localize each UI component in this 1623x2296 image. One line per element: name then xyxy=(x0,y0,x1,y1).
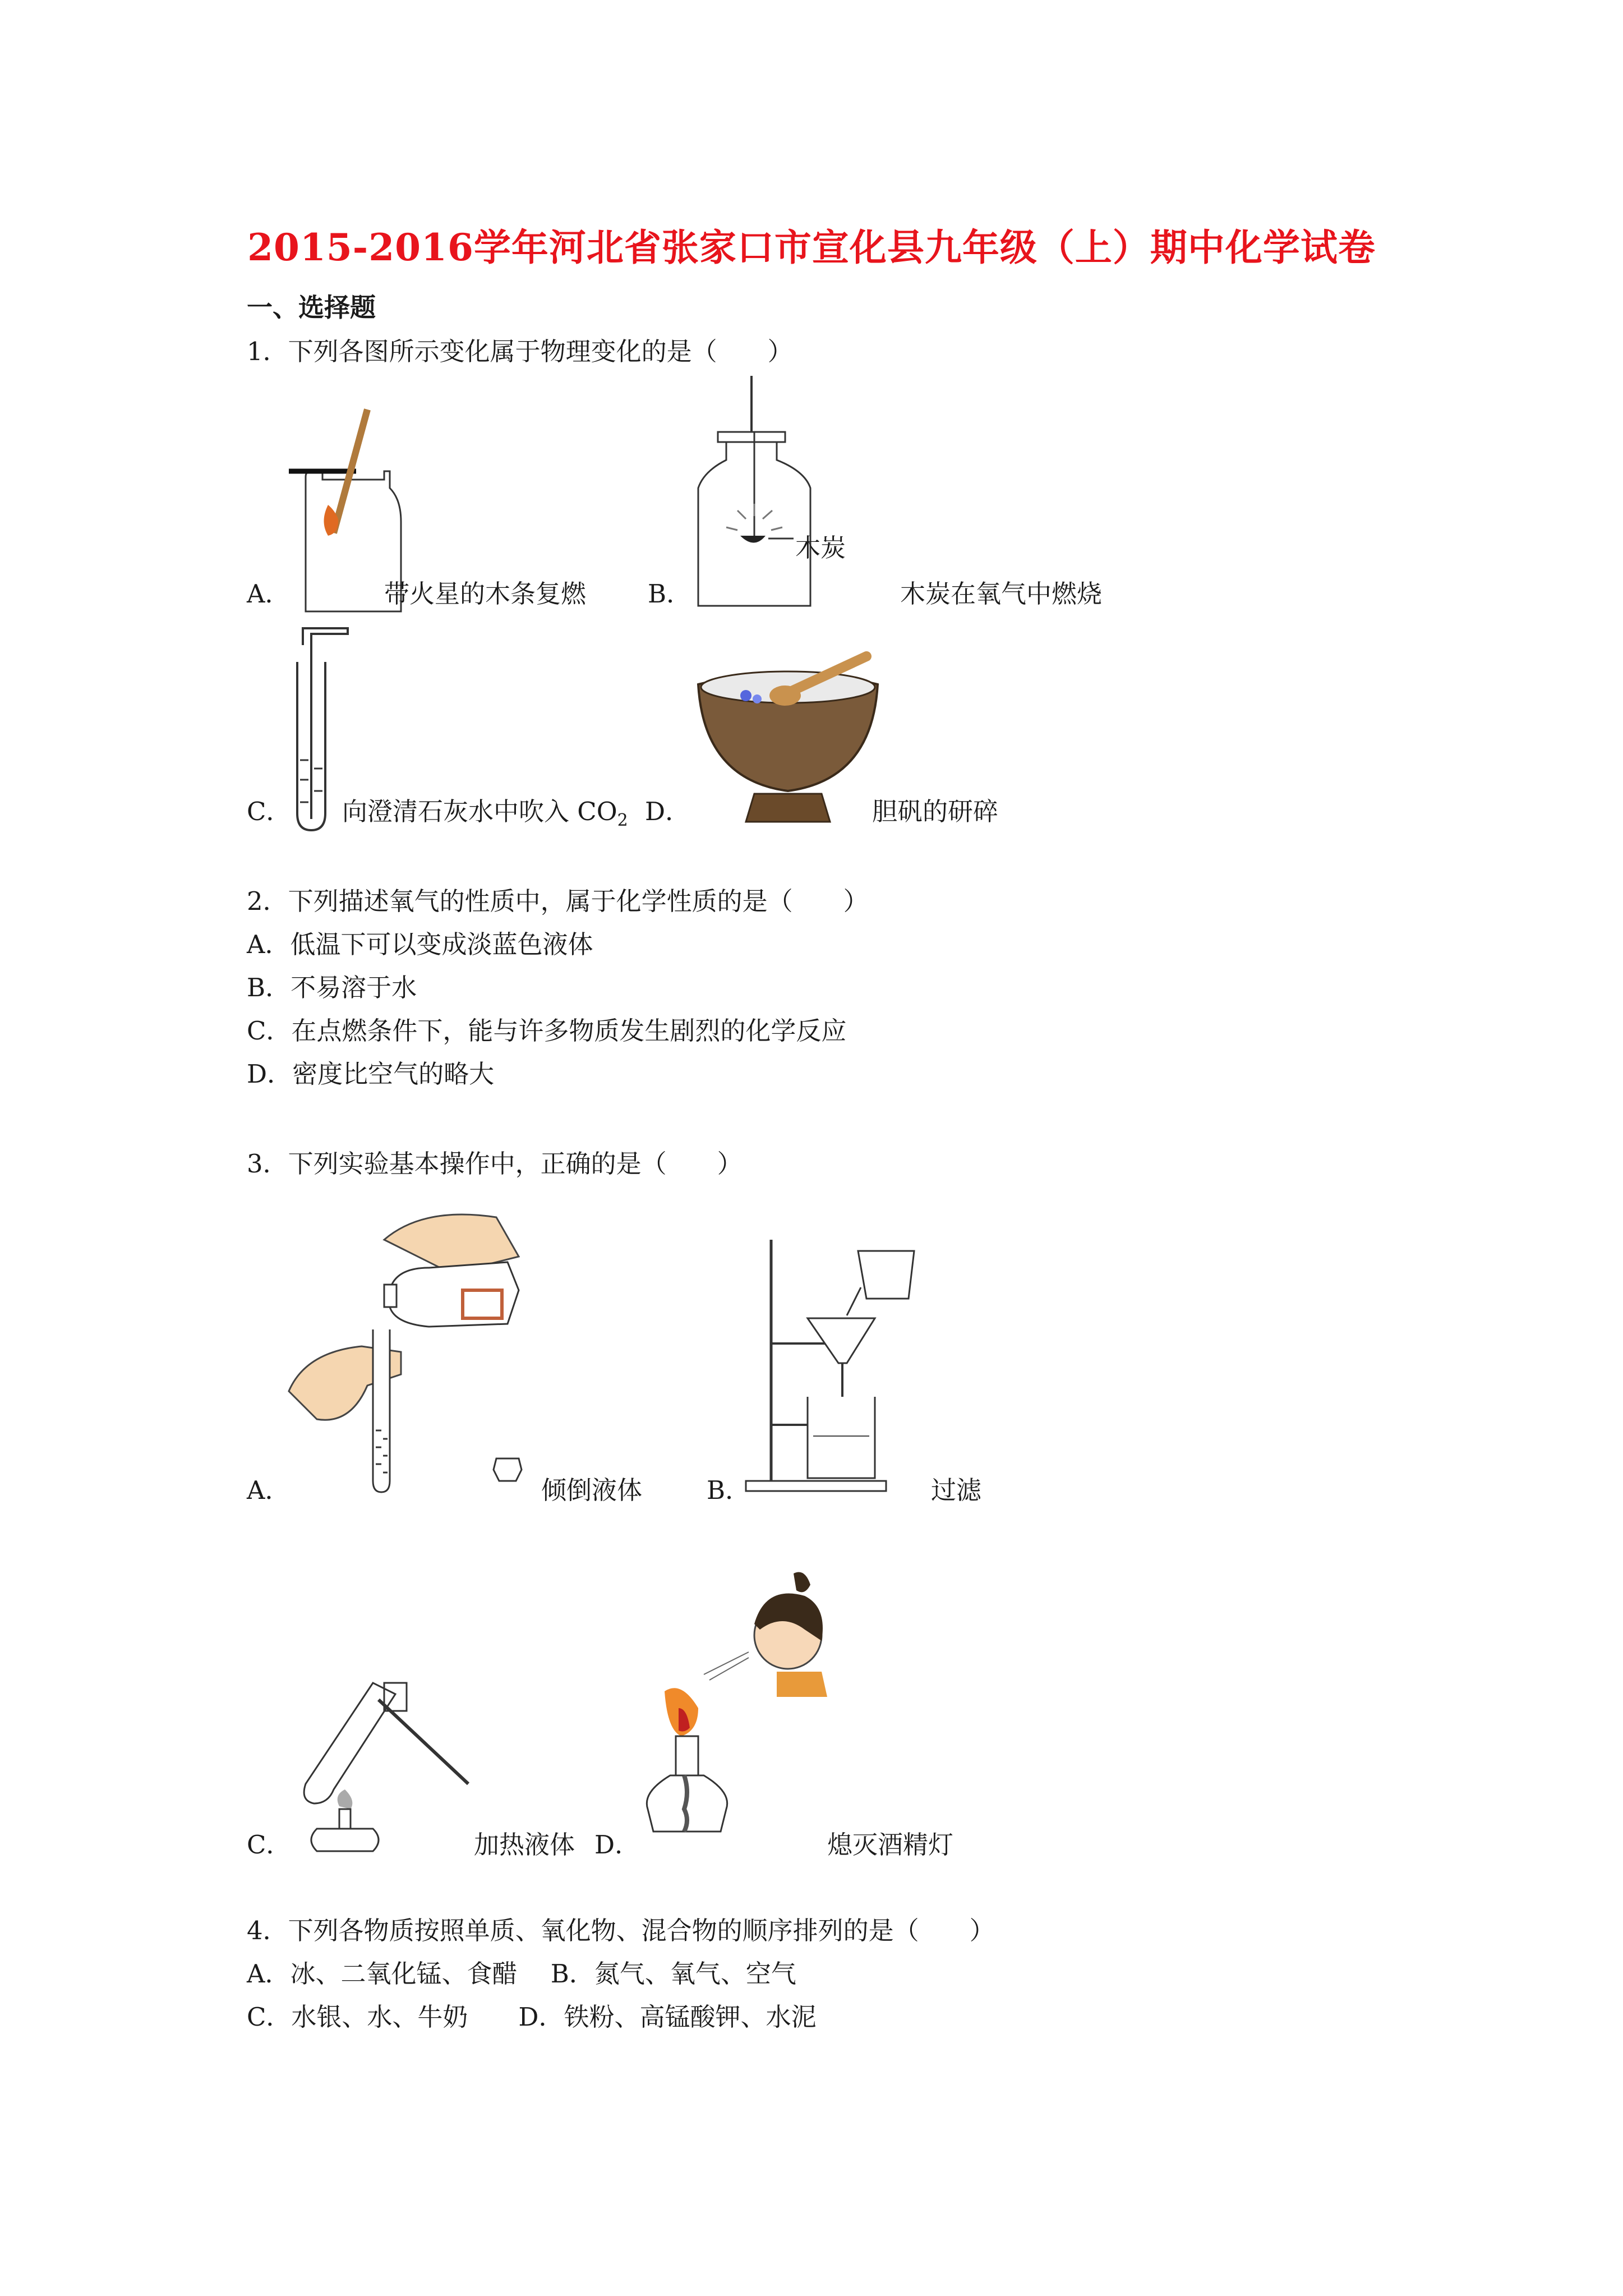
q1-b-figure-label: 木炭 xyxy=(795,533,846,563)
q1-c-caption xyxy=(342,791,628,830)
q1-c-caption-subscript: 2 xyxy=(617,811,628,830)
q3-figure-a xyxy=(283,1206,541,1492)
q2-stem: 2．下列描述氧气的性质中，属于化学性质的是（ ） xyxy=(247,886,869,916)
section-heading: 一、选择题 xyxy=(247,292,376,323)
q3-a-caption: 倾倒液体 xyxy=(541,1475,643,1505)
q1-figure-b xyxy=(693,376,878,611)
q1-b-caption: 木炭在氧气中燃烧 xyxy=(900,579,1103,609)
q3-d-letter: D． xyxy=(594,1830,640,1860)
q3-figure-c xyxy=(294,1672,474,1857)
q3-stem: 3．下列实验基本操作中，正确的是（ ） xyxy=(247,1149,743,1179)
q2-option-d: D．密度比空气的略大 xyxy=(247,1059,495,1089)
q2-option-a: A．低温下可以变成淡蓝色液体 xyxy=(247,930,593,959)
q3-a-letter: A． xyxy=(247,1475,291,1505)
q3-c-letter: C． xyxy=(247,1830,292,1860)
q1-stem: 1．下列各图所示变化属于物理变化的是（ ） xyxy=(247,337,793,366)
q1-figure-d xyxy=(693,662,883,825)
q1-a-letter: A． xyxy=(247,579,291,609)
q4-options-row-2: C．水银、水、牛奶 D．铁粉、高锰酸钾、水泥 xyxy=(247,2002,817,2032)
q2-option-b: B．不易溶于水 xyxy=(247,973,417,1002)
q1-c-caption-text: 向澄清石灰水中吹入 CO xyxy=(342,797,617,826)
q3-d-caption: 熄灭酒精灯 xyxy=(827,1830,954,1860)
q1-c-letter: C． xyxy=(247,797,292,826)
q3-figure-b xyxy=(746,1240,931,1492)
q1-d-letter: D． xyxy=(645,797,691,826)
q4-stem: 4．下列各物质按照单质、氧化物、混合物的顺序排列的是（ ） xyxy=(247,1916,995,1945)
q1-d-caption: 胆矾的研碎 xyxy=(872,797,999,826)
q3-c-caption: 加热液体 xyxy=(474,1830,575,1860)
exam-title: 2015-2016学年河北省张家口市宣化县九年级（上）期中化学试卷 xyxy=(247,226,1376,269)
q4-options-row-1: A．冰、二氧化锰、食醋 B．氮气、氧气、空气 xyxy=(247,1959,796,1989)
q1-a-caption: 带火星的木条复燃 xyxy=(384,579,587,609)
q3-b-caption: 过滤 xyxy=(931,1475,982,1505)
q3-figure-d xyxy=(637,1568,838,1848)
q1-b-letter: B． xyxy=(648,579,692,609)
q2-option-c: C．在点燃条件下，能与许多物质发生剧烈的化学反应 xyxy=(247,1016,847,1046)
q3-b-letter: B． xyxy=(707,1475,751,1505)
